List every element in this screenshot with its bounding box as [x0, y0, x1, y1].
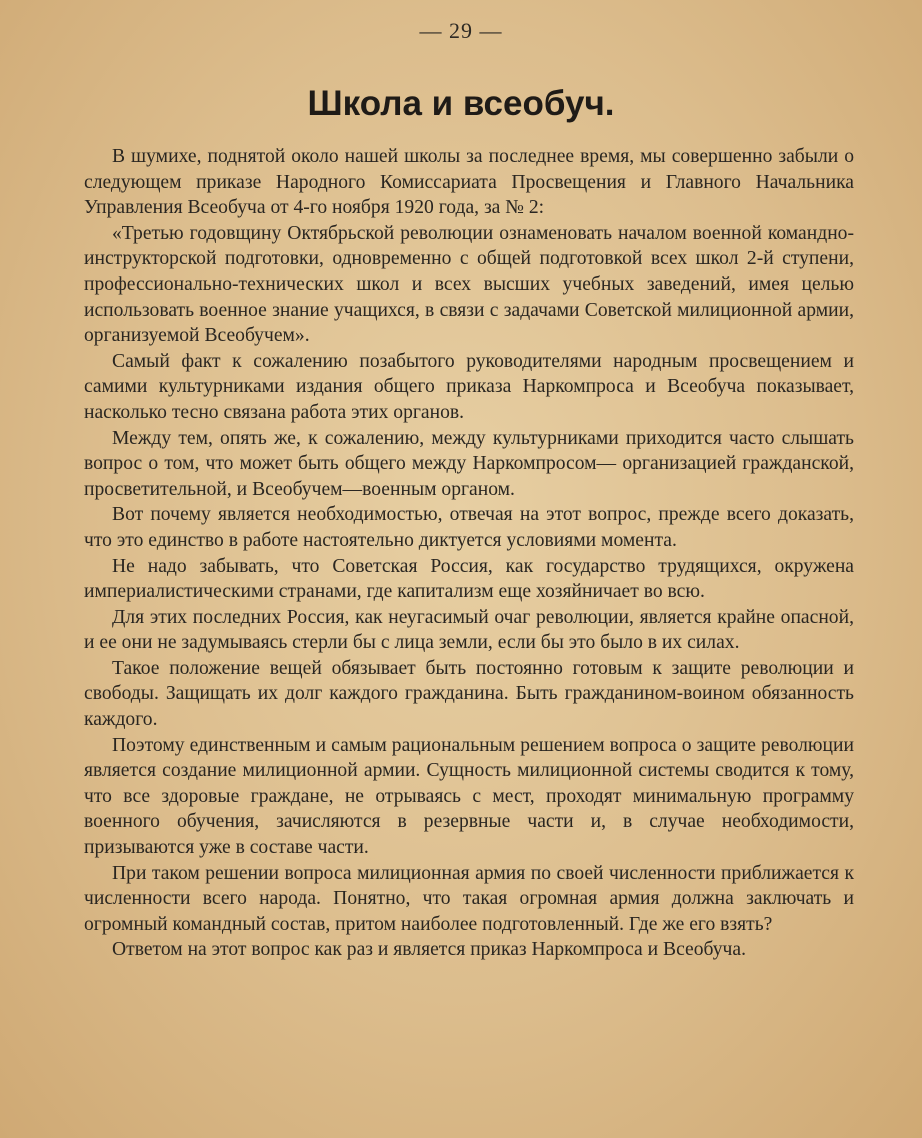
- body-text: [84, 144, 854, 963]
- paragraph: Ответом на этот вопрос как раз и является приказ Наркомпроса и Всеобуча.: [112, 939, 746, 961]
- paragraph: Такое положение вещей обязывает быть постоянно готовым к защите революции и свободы. Защищать их долг каждого гражданина. Быть гражданином-воином обязанность каждого.: [84, 657, 854, 731]
- paragraph: Между тем, опять же, к сожалению, между культурниками приходится часто слышать вопрос о том, что может быть общего между Наркомпросом— организацией гражданской, просветительной, и Всеобучем—военным органом.: [84, 427, 854, 500]
- paragraph: При таком решении вопроса милиционная армия по своей численности приближается к численности всего народа. Понятно, что такая огромная армия должна заключать и огромный командный состав, притом наиболее подготовленный. Где же его взять?: [84, 862, 854, 935]
- paragraph: Самый факт к сожалению позабытого руководителями народным просвещением и самими культурниками издания общего приказа Наркомпроса и Всеобуча показывает, насколько тесно связана работа этих органов.: [84, 350, 854, 423]
- page-number: — 29 —: [419, 18, 503, 43]
- paragraph: В шумихе, поднятой около нашей школы за последнее время, мы совершенно забыли о следующем приказе Народного Комиссариата Просвещения и Главного Начальника Управления Всеобуча от 4-го ноября 1920 года, за № 2:: [84, 146, 854, 219]
- paragraph-quote: «Третью годовщину Октябрьской революции ознаменовать началом военной командно-инструкторской подготовки, одновременно с общей подготовкой всех школ 2-й ступени, профессионально-технических школ и всех высших учебных заведений, имея целью использовать военное знание учащихся, в связи с задачами Советской милиционной армии, организуемой Всеобучем».: [84, 222, 854, 347]
- paragraph: Для этих последних Россия, как неугасимый очаг революции, является крайне опасной, и ее они не задумываясь стерли бы с лица земли, если бы это было в их силах.: [84, 606, 854, 654]
- paragraph: Поэтому единственным и самым рациональным решением вопроса о защите революции является создание милиционной армии. Сущность милиционной системы сводится к тому, что все здоровые граждане, не отрываясь с мест, проходят минимальную программу военного обучения, зачисляются в резервные части и, в случае необходимости, призываются уже в составе части.: [84, 734, 854, 859]
- paragraph: Вот почему является необходимостью, отвечая на этот вопрос, прежде всего доказать, что это единство в работе настоятельно диктуется условиями момента.: [84, 504, 854, 551]
- page-title: Школа и всеобуч.: [307, 84, 615, 123]
- paragraph: Не надо забывать, что Советская Россия, как государство трудящихся, окружена империалистическими странами, где капитализм еще хозяйничает во всю.: [84, 555, 854, 603]
